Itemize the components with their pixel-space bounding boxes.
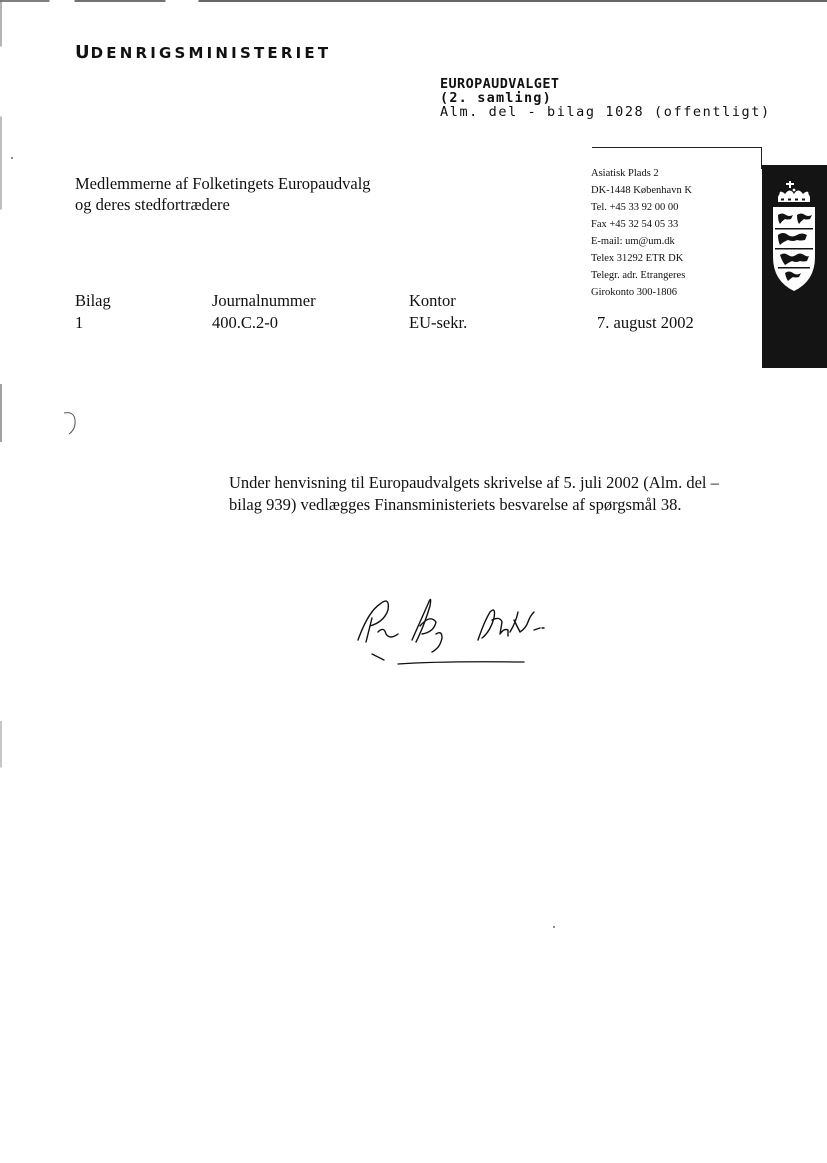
address-telegram: Telegr. adr. Etrangeres: [591, 270, 686, 281]
scan-border-left: [0, 0, 2, 1163]
stamp-session: (2. samling): [440, 90, 552, 106]
office-label: Kontor: [409, 291, 456, 310]
recipient-block: [75, 173, 371, 215]
journal-number-label: Journalnummer: [212, 291, 316, 310]
recipient-line-1: Medlemmerne af Folketingets Europaudvalg: [75, 174, 371, 193]
letter-date: 7. august 2002: [597, 313, 694, 332]
address-rule: [592, 147, 762, 148]
body-paragraph: Under henvisning til Europaudvalgets skrivelse af 5. juli 2002 (Alm. del – bilag 939) vedlægges Finansministeriets besvarelse af spørgsmål 38.: [229, 473, 719, 514]
address-fax: Fax +45 32 54 05 33: [591, 219, 679, 230]
scan-speck: [11, 157, 13, 159]
address-telex: Telex 31292 ETR DK: [591, 253, 684, 264]
emblem-bar: [762, 165, 827, 368]
stamp-reference: Alm. del - bilag 1028 (offentligt): [440, 104, 771, 120]
ministry-rest: DENRIGSMINISTERIET: [90, 44, 332, 62]
handwritten-signature: [350, 582, 570, 677]
coat-of-arms-icon: [769, 177, 819, 295]
address-street: Asiatisk Plads 2: [591, 168, 659, 179]
address-email: E-mail: um@um.dk: [591, 236, 675, 247]
stamp-committee: EUROPAUDVALGET: [440, 76, 560, 92]
bilag-label: Bilag: [75, 291, 111, 310]
address-giro: Girokonto 300-1806: [591, 287, 678, 298]
ministry-initial: U: [75, 42, 91, 63]
recipient-line-2: og deres stedfortrædere: [75, 195, 230, 214]
scan-border-top: [0, 0, 827, 2]
office-value: EU-sekr.: [409, 313, 468, 332]
scan-speck: [553, 926, 555, 928]
address-phone: Tel. +45 33 92 00 00: [591, 202, 679, 213]
punch-hole-mark: [62, 410, 82, 436]
bilag-value: 1: [75, 313, 84, 332]
sender-address: [591, 165, 692, 301]
ministry-name: [75, 42, 331, 63]
address-city: DK-1448 København K: [591, 185, 692, 196]
journal-number-value: 400.C.2-0: [212, 313, 278, 332]
committee-stamp: [440, 77, 771, 119]
